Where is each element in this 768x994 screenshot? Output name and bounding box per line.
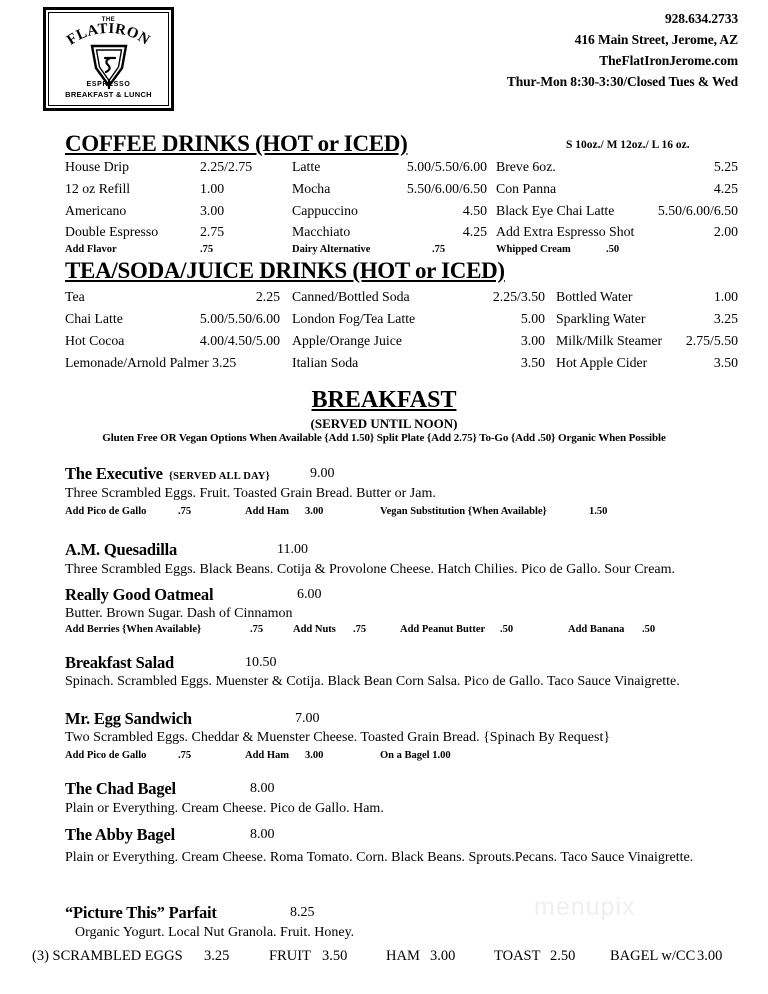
drink-name: London Fog/Tea Latte [292, 311, 416, 326]
drink-name: Latte [292, 159, 321, 174]
drink-name: Cappuccino [292, 203, 358, 218]
drink-name: Hot Apple Cider [556, 355, 648, 370]
drink-name: 12 oz Refill [65, 181, 131, 196]
item-description: Plain or Everything. Cream Cheese. Roma Tomato. Corn. Black Beans. Sprouts.Pecans. Taco Sauce Vinaigrette. [65, 850, 694, 865]
drink-name: Con Panna [496, 181, 557, 196]
side-name: (3) SCRAMBLED EGGS [32, 948, 183, 964]
drink-price: 5.00 [520, 311, 545, 326]
drink-price: 4.50 [462, 203, 487, 218]
addon-price: 3.00 [305, 506, 324, 517]
business-hours: Thur-Mon 8:30-3:30/Closed Tues & Wed [506, 74, 738, 89]
side-name: BAGEL w/CC [610, 948, 696, 964]
item-name: Breakfast Salad [65, 653, 175, 672]
item-price: 6.00 [297, 587, 322, 602]
drink-price: 4.25 [713, 181, 738, 196]
logo-frame [48, 12, 169, 106]
drink-name: Black Eye Chai Latte [496, 203, 615, 218]
menu-item-header [65, 903, 217, 923]
drink-name: Chai Latte [65, 311, 123, 326]
item-name: The Abby Bagel [65, 825, 175, 844]
drink-name: Double Espresso [65, 224, 159, 239]
drink-price: 5.50/6.00/6.50 [657, 203, 738, 218]
item-name: Really Good Oatmeal [65, 585, 214, 604]
addon-label: Dairy Alternative [292, 244, 371, 255]
addon-label: Add Nuts [293, 624, 336, 635]
drink-name: Canned/Bottled Soda [292, 289, 410, 304]
addon-label: Add Pico de Gallo [65, 750, 147, 761]
drink-price: 2.75/5.50 [685, 333, 738, 348]
item-description: Spinach. Scrambled Eggs. Muenster & Cotija. Black Bean Corn Salsa. Pico de Gallo. Taco Sauce Vinaigrette. [65, 674, 680, 689]
addon-price: .50 [642, 624, 656, 635]
addon-price: 3.00 [305, 750, 324, 761]
drink-price: 5.50/6.00/6.50 [406, 181, 487, 196]
breakfast-options-note: Gluten Free OR Vegan Options When Available {Add 1.50} Split Plate {Add 2.75} To-Go {Add .50} Organic When Possible [102, 432, 666, 444]
drink-price: 3.25 [713, 311, 738, 326]
menu-item-header [65, 825, 175, 845]
menu-item-header [65, 653, 174, 673]
addon-label: On a Bagel 1.00 [380, 750, 451, 761]
menu-item-header [65, 709, 192, 729]
item-price: 7.00 [295, 711, 320, 726]
drink-name: Bottled Water [556, 289, 633, 304]
item-price: 11.00 [277, 542, 308, 557]
addon-label: Add Banana [568, 624, 625, 635]
item-description: Butter. Brown Sugar. Dash of Cinnamon [65, 606, 293, 621]
addon-label: Vegan Substitution {When Available} [380, 506, 547, 517]
side-price: 3.00 [697, 948, 723, 964]
menu-item-header [65, 779, 176, 799]
addon-label: Add Flavor [65, 244, 117, 255]
menu-item-header [65, 585, 213, 605]
drink-price: 1.00 [713, 289, 738, 304]
item-tag: {SERVED ALL DAY} [168, 471, 270, 482]
drink-name: Breve 6oz. [496, 159, 556, 174]
logo-breakfast-lunch-text: BREAKFAST & LUNCH [65, 90, 152, 99]
item-price: 8.25 [290, 905, 315, 920]
svg-text:FLATIRON: FLATIRON [64, 21, 153, 49]
drink-name: Macchiato [292, 224, 351, 239]
drink-price: 5.00/5.50/6.00 [406, 159, 487, 174]
tea-section-title: TEA/SODA/JUICE DRINKS (HOT or ICED) [65, 258, 505, 283]
drink-price: 2.00 [713, 224, 738, 239]
item-description: Plain or Everything. Cream Cheese. Pico de Gallo. Ham. [65, 801, 384, 816]
drink-price: 1.00 [200, 181, 225, 196]
drink-price: 3.50 [713, 355, 738, 370]
drink-price: 2.25/2.75 [200, 159, 253, 174]
drink-name: House Drip [65, 159, 129, 174]
addon-label: Whipped Cream [496, 244, 571, 255]
drink-price: 5.25 [713, 159, 738, 174]
drink-price: 2.25 [255, 289, 280, 304]
drink-name: Apple/Orange Juice [292, 333, 402, 348]
drink-name: Hot Cocoa [65, 333, 125, 348]
logo-the-text: THE [101, 17, 116, 23]
addon-price: .75 [200, 244, 214, 255]
breakfast-subtitle: (SERVED UNTIL NOON) [310, 416, 458, 431]
item-name: Mr. Egg Sandwich [65, 709, 192, 728]
item-name: “Picture This” Parfait [65, 903, 217, 922]
addon-price: .75 [178, 506, 192, 517]
addon-price: .75 [353, 624, 367, 635]
coffee-section-title: COFFEE DRINKS (HOT or ICED) [65, 131, 408, 156]
item-description: Three Scrambled Eggs. Fruit. Toasted Grain Bread. Butter or Jam. [65, 486, 436, 501]
drink-price: 3.50 [520, 355, 545, 370]
menu-item-header [65, 540, 177, 560]
side-price: 3.50 [322, 948, 348, 964]
addon-price: .75 [250, 624, 264, 635]
item-name: The Executive [65, 464, 163, 483]
logo [43, 7, 174, 111]
drink-name: Mocha [292, 181, 331, 196]
addon-price: .75 [178, 750, 192, 761]
addon-label: Add Peanut Butter [400, 624, 486, 635]
drink-price: 4.25 [462, 224, 487, 239]
drink-price: 4.00/4.50/5.00 [199, 333, 280, 348]
addon-price: .50 [500, 624, 514, 635]
addon-label: Add Pico de Gallo [65, 506, 147, 517]
addon-label: Add Berries {When Available} [65, 624, 202, 635]
menupix-watermark: menupix [534, 893, 636, 921]
item-price: 8.00 [250, 781, 275, 796]
drink-price: 3.00 [520, 333, 545, 348]
addon-label: Add Ham [245, 506, 290, 517]
side-name: FRUIT [269, 948, 311, 964]
phone-number: 928.634.2733 [664, 11, 738, 26]
addon-price: 1.50 [589, 506, 608, 517]
side-price: 3.00 [430, 948, 456, 964]
coffee-size-note: S 10oz./ M 12oz./ L 16 oz. [566, 139, 690, 151]
item-price: 9.00 [310, 466, 335, 481]
drink-name: Milk/Milk Steamer [556, 333, 663, 348]
logo-espresso-text: ESPRESSO [86, 81, 131, 88]
drink-name: Sparkling Water [556, 311, 646, 326]
addon-label: Add Ham [245, 750, 290, 761]
drink-name: Tea [65, 289, 85, 304]
addon-price: .50 [606, 244, 620, 255]
drink-name: Add Extra Espresso Shot [496, 224, 635, 239]
addon-price: .75 [432, 244, 446, 255]
side-name: TOAST [494, 948, 541, 964]
item-description: Two Scrambled Eggs. Cheddar & Muenster Cheese. Toasted Grain Bread. {Spinach By Request} [65, 730, 611, 745]
drink-price: 2.25/3.50 [492, 289, 545, 304]
side-price: 2.50 [550, 948, 576, 964]
item-name: A.M. Quesadilla [65, 540, 178, 559]
item-description: Three Scrambled Eggs. Black Beans. Cotija & Provolone Cheese. Hatch Chilies. Pico de Gallo. Sour Cream. [65, 562, 676, 577]
item-name: The Chad Bagel [65, 779, 176, 798]
side-price: 3.25 [204, 948, 230, 964]
drink-name: Lemonade/Arnold Palmer 3.25 [65, 355, 237, 370]
contact-block [507, 8, 738, 92]
item-description: Organic Yogurt. Local Nut Granola. Fruit. Honey. [75, 925, 355, 940]
street-address: 416 Main Street, Jerome, AZ [574, 32, 738, 47]
drink-price: 5.00/5.50/6.00 [199, 311, 280, 326]
item-price: 10.50 [245, 655, 277, 670]
item-price: 8.00 [250, 827, 275, 842]
website-url: TheFlatIronJerome.com [599, 53, 738, 68]
drink-price: 2.75 [200, 224, 225, 239]
page-header [0, 0, 768, 122]
menu-item-header [65, 464, 270, 484]
drink-price: 3.00 [200, 203, 225, 218]
breakfast-title: BREAKFAST [311, 387, 457, 413]
drink-name: Americano [65, 203, 127, 218]
drink-name: Italian Soda [292, 355, 359, 370]
side-name: HAM [386, 948, 420, 964]
